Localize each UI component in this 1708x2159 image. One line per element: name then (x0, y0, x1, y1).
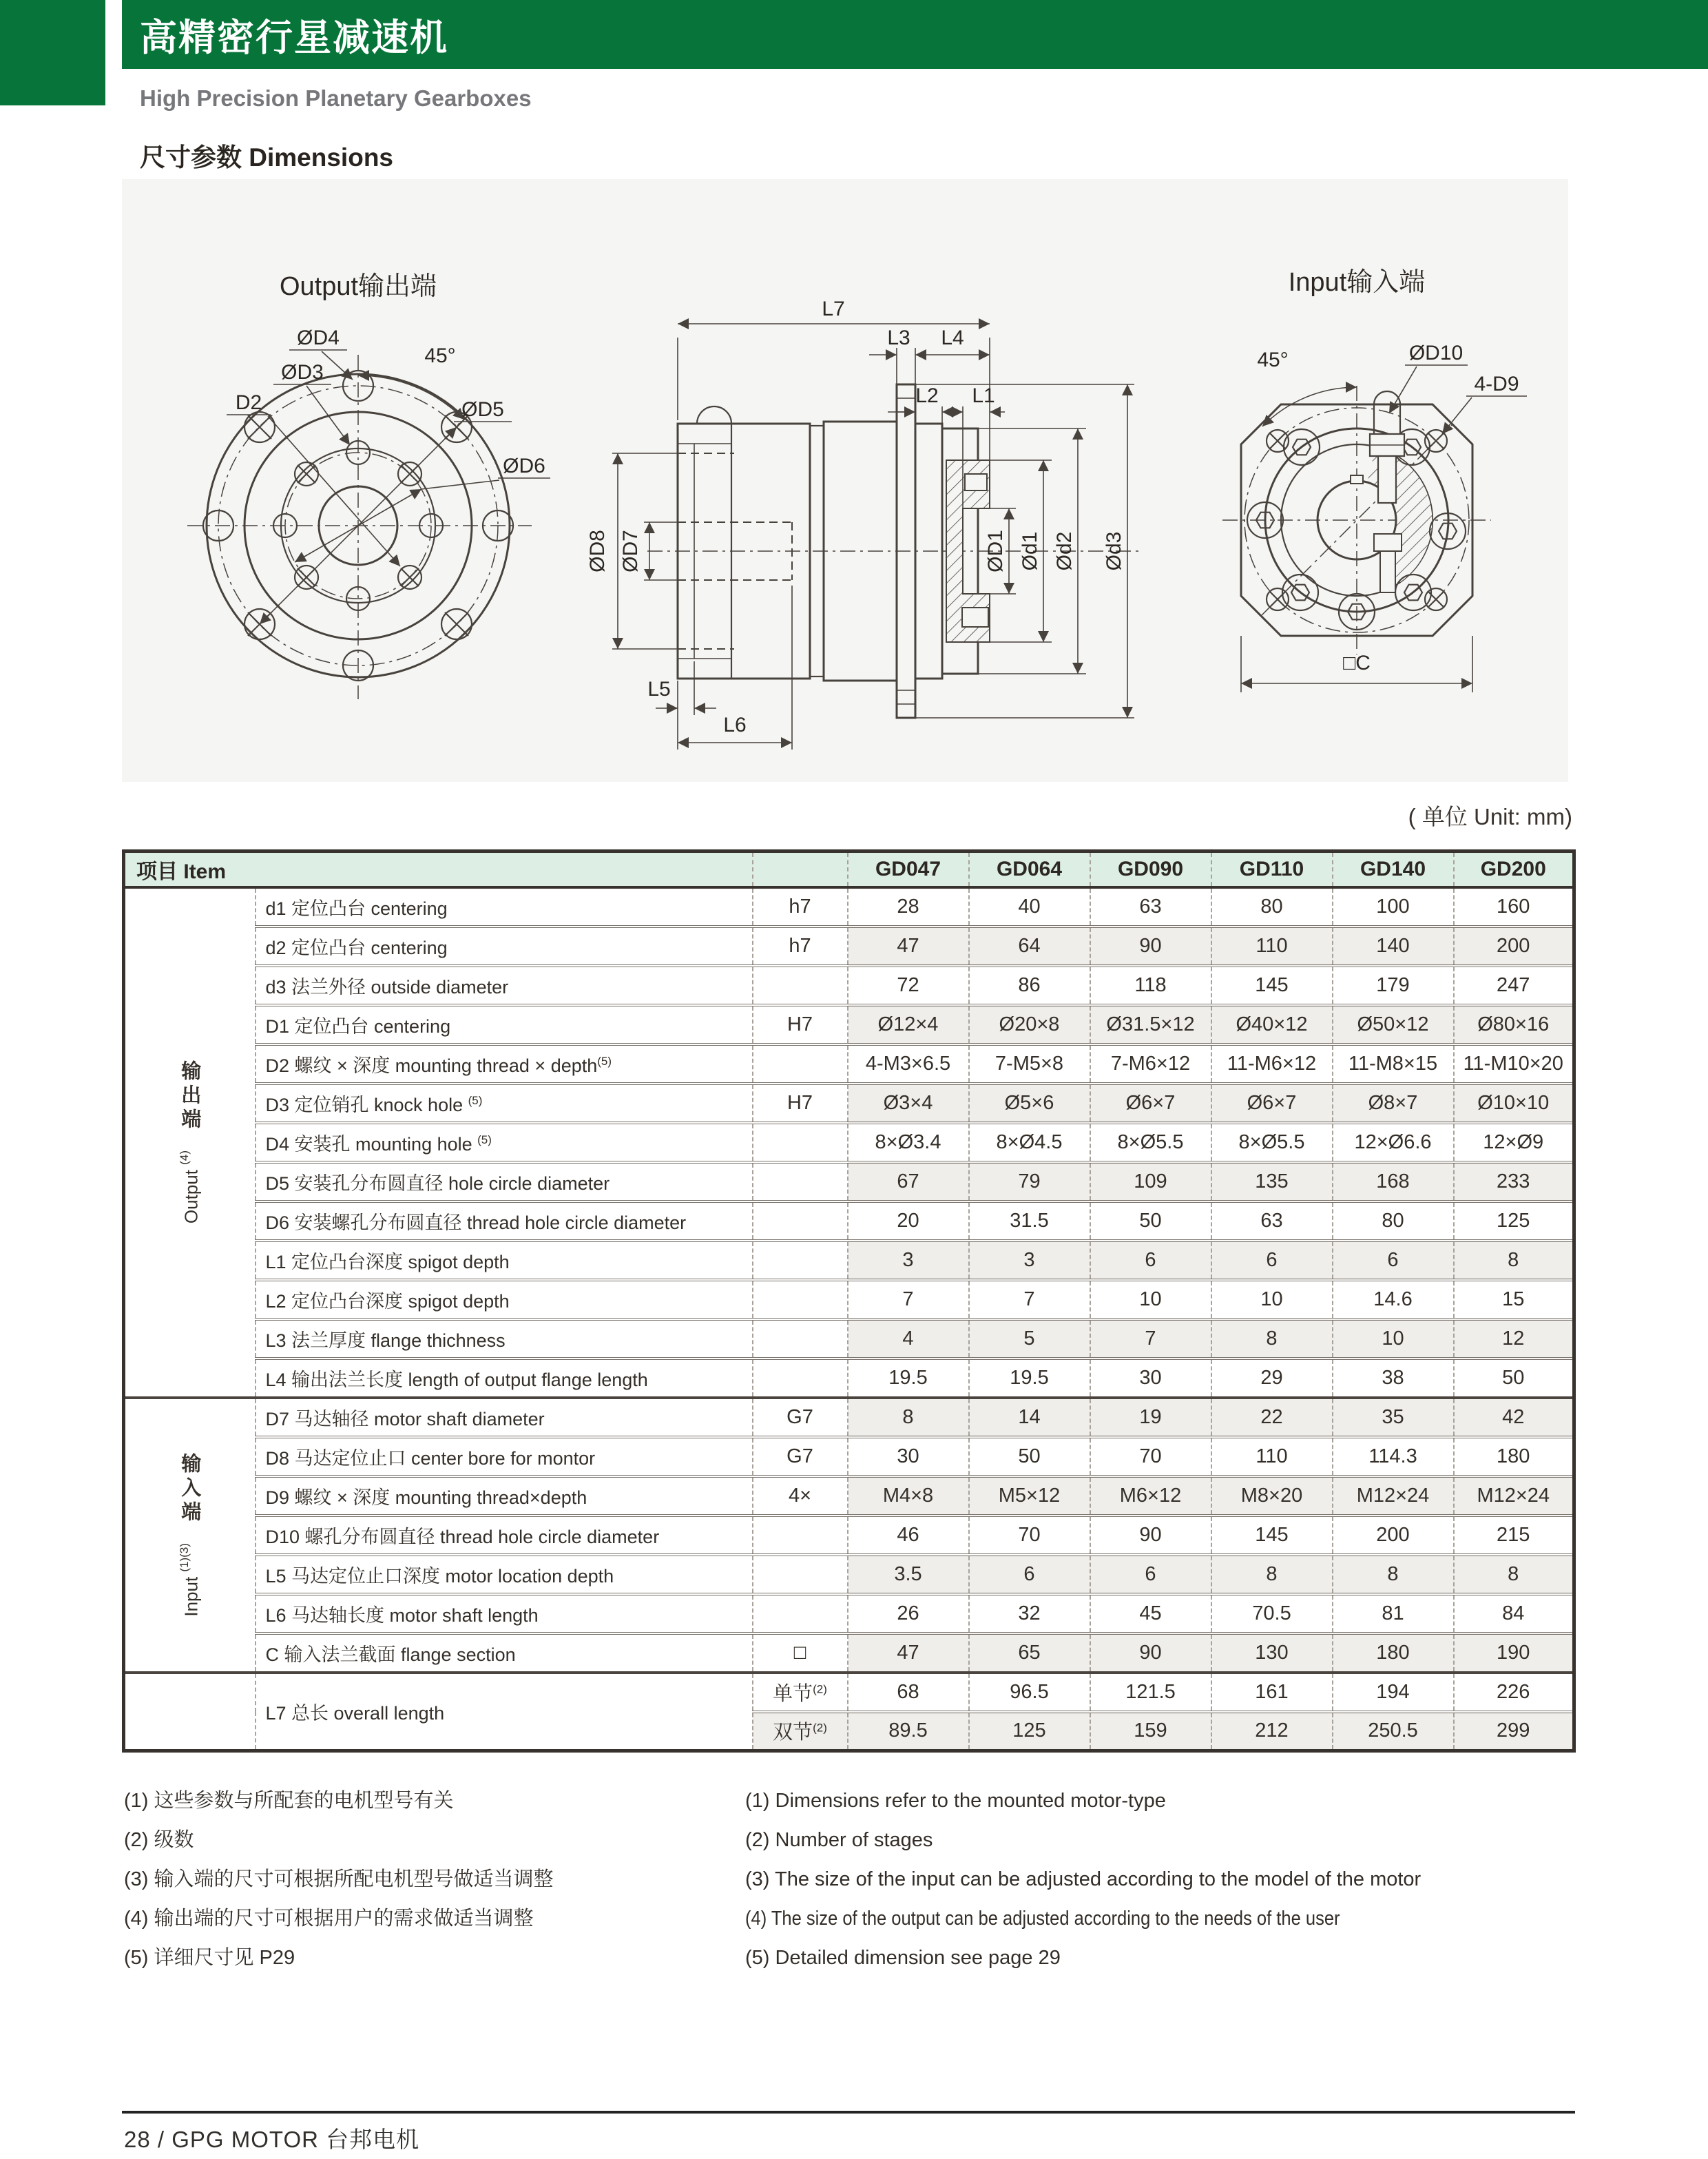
value-cell: M8×20 (1211, 1476, 1333, 1516)
value-cell: 215 (1454, 1516, 1574, 1555)
label-od1-cap: ØD1 (984, 530, 1007, 572)
value-cell: Ø31.5×12 (1090, 1005, 1211, 1044)
value-cell: 20 (848, 1201, 969, 1241)
row-item-cell: D7 马达轴径 motor shaft diameter (256, 1398, 753, 1437)
value-cell: 125 (969, 1712, 1090, 1751)
label-od10: ØD10 (1408, 342, 1464, 364)
value-cell: 110 (1211, 927, 1333, 966)
table-row (124, 1044, 1574, 1084)
value-cell: 19 (1090, 1398, 1211, 1437)
footnote-line: (5) Detailed dimension see page 29 (745, 1947, 1061, 1969)
label-square-c: □C (1343, 652, 1371, 674)
footnote-line: (2) 级数 (124, 1829, 194, 1851)
table-row (124, 1437, 1574, 1476)
table-row (124, 1476, 1574, 1516)
row-group-cell (124, 1673, 256, 1751)
row-spec-cell (753, 1123, 848, 1162)
row-spec-cell (753, 1516, 848, 1555)
value-cell: 4-M3×6.5 (848, 1044, 969, 1084)
value-cell: 84 (1454, 1594, 1574, 1633)
table-row (124, 887, 1574, 927)
table-header-model: GD110 (1211, 851, 1333, 887)
value-cell: 10 (1211, 1280, 1333, 1319)
value-cell: 70.5 (1211, 1594, 1333, 1633)
label-45deg-input: 45° (1257, 349, 1289, 371)
value-cell: 4 (848, 1319, 969, 1359)
value-cell: 6 (1090, 1555, 1211, 1594)
table-row (124, 1319, 1574, 1359)
row-spec-cell (753, 1241, 848, 1280)
row-spec-cell (753, 1280, 848, 1319)
value-cell: 118 (1090, 966, 1211, 1005)
page-header-banner (122, 0, 1708, 69)
value-cell: 8 (1454, 1241, 1574, 1280)
table-header-model: GD047 (848, 851, 969, 887)
green-corner-block (0, 0, 105, 105)
row-item-cell: d2 定位凸台 centering (256, 927, 753, 966)
value-cell: 86 (969, 966, 1090, 1005)
row-spec-cell: □ (753, 1633, 848, 1673)
value-cell: 226 (1454, 1673, 1574, 1712)
row-item-cell: D5 安装孔分布圆直径 hole circle diameter (256, 1162, 753, 1201)
row-spec-cell: 双节$^{(2)}$ (753, 1712, 848, 1751)
section-title: 尺寸参数 Dimensions (140, 143, 393, 172)
value-cell: 10 (1333, 1319, 1454, 1359)
value-cell: 135 (1211, 1162, 1333, 1201)
value-cell: 159 (1090, 1712, 1211, 1751)
value-cell: 96.5 (969, 1673, 1090, 1712)
value-cell: 15 (1454, 1280, 1574, 1319)
output-view-title: Output输出端 (279, 272, 437, 301)
value-cell: 194 (1333, 1673, 1454, 1712)
row-spec-cell: H7 (753, 1005, 848, 1044)
table-row (124, 966, 1574, 1005)
row-item-cell: D3 定位销孔 knock hole $^{(5)}$ (256, 1084, 753, 1123)
row-item-cell: L7 总长 overall length (256, 1673, 753, 1751)
label-od5: ØD5 (461, 398, 504, 421)
value-cell: Ø6×7 (1211, 1084, 1333, 1123)
value-cell: 3.5 (848, 1555, 969, 1594)
row-spec-cell: 单节$^{(2)}$ (753, 1673, 848, 1712)
row-item-cell: D2 螺纹 × 深度 mounting thread × depth$^{(5)}$ (256, 1044, 753, 1084)
value-cell: 81 (1333, 1594, 1454, 1633)
value-cell: 72 (848, 966, 969, 1005)
value-cell: 247 (1454, 966, 1574, 1005)
label-l3: L3 (887, 327, 910, 349)
value-cell: 7 (848, 1280, 969, 1319)
value-cell: 26 (848, 1594, 969, 1633)
value-cell: 70 (1090, 1437, 1211, 1476)
row-item-cell: D9 螺纹 × 深度 mounting thread×depth (256, 1476, 753, 1516)
row-spec-cell (753, 1162, 848, 1201)
value-cell: 42 (1454, 1398, 1574, 1437)
table-header-spec (753, 851, 848, 887)
table-row (124, 1241, 1574, 1280)
footnotes-en (745, 1781, 1421, 1978)
label-od8: ØD8 (586, 530, 609, 572)
footnote-line: (4) 输出端的尺寸可根据用户的需求做适当调整 (124, 1908, 534, 1930)
value-cell: 30 (848, 1437, 969, 1476)
value-cell: 47 (848, 927, 969, 966)
value-cell: 8×Ø3.4 (848, 1123, 969, 1162)
value-cell: 121.5 (1090, 1673, 1211, 1712)
value-cell: 31.5 (969, 1201, 1090, 1241)
row-spec-cell (753, 1044, 848, 1084)
value-cell: 8×Ø5.5 (1090, 1123, 1211, 1162)
value-cell: 64 (969, 927, 1090, 966)
value-cell: Ø40×12 (1211, 1005, 1333, 1044)
dimensions-drawing (122, 179, 1568, 782)
row-spec-cell (753, 1319, 848, 1359)
row-spec-cell: 4× (753, 1476, 848, 1516)
footer-divider (122, 2111, 1575, 2114)
value-cell: 89.5 (848, 1712, 969, 1751)
value-cell: Ø5×6 (969, 1084, 1090, 1123)
value-cell: 19.5 (969, 1359, 1090, 1398)
table-header-row (124, 851, 1574, 887)
value-cell: 212 (1211, 1712, 1333, 1751)
row-spec-cell: H7 (753, 1084, 848, 1123)
value-cell: Ø3×4 (848, 1084, 969, 1123)
row-spec-cell (753, 1201, 848, 1241)
value-cell: 80 (1333, 1201, 1454, 1241)
footnote-line: (1) 这些参数与所配套的电机型号有关 (124, 1790, 454, 1812)
row-spec-cell: G7 (753, 1398, 848, 1437)
value-cell: 109 (1090, 1162, 1211, 1201)
table-row (124, 1005, 1574, 1044)
row-item-cell: L1 定位凸台深度 spigot depth (256, 1241, 753, 1280)
footnotes-cn (124, 1781, 554, 1978)
row-spec-cell: G7 (753, 1437, 848, 1476)
label-od6: ØD6 (503, 455, 545, 477)
value-cell: 47 (848, 1633, 969, 1673)
label-od2-small: Ød2 (1053, 531, 1076, 571)
page-footer: 28 / GPG MOTOR 台邦电机 (124, 2127, 420, 2152)
value-cell: 179 (1333, 966, 1454, 1005)
row-item-cell: L3 法兰厚度 flange thichness (256, 1319, 753, 1359)
table-row (124, 1280, 1574, 1319)
value-cell: 8×Ø4.5 (969, 1123, 1090, 1162)
footnote-line: (4) The size of the output can be adjusted according to the needs of the user (745, 1908, 1340, 1930)
value-cell: Ø20×8 (969, 1005, 1090, 1044)
row-group-cell: 输出端 Output $^{(4)}$ (177, 1060, 202, 1224)
value-cell: 63 (1211, 1201, 1333, 1241)
value-cell: 90 (1090, 1633, 1211, 1673)
value-cell: 200 (1454, 927, 1574, 966)
value-cell: 6 (1090, 1241, 1211, 1280)
value-cell: 14 (969, 1398, 1090, 1437)
value-cell: 14.6 (1333, 1280, 1454, 1319)
label-od7: ØD7 (619, 530, 642, 572)
value-cell: 50 (1454, 1359, 1574, 1398)
value-cell: M6×12 (1090, 1476, 1211, 1516)
value-cell: 6 (1333, 1241, 1454, 1280)
label-l1: L1 (972, 384, 995, 407)
row-spec-cell (753, 966, 848, 1005)
footnote-line: (2) Number of stages (745, 1829, 933, 1851)
table-row (124, 927, 1574, 966)
value-cell: 5 (969, 1319, 1090, 1359)
value-cell: 6 (969, 1555, 1090, 1594)
value-cell: 130 (1211, 1633, 1333, 1673)
table-header-model: GD140 (1333, 851, 1454, 887)
table-row (124, 1633, 1574, 1673)
value-cell: 3 (969, 1241, 1090, 1280)
value-cell: 200 (1333, 1516, 1454, 1555)
row-spec-cell: h7 (753, 887, 848, 927)
row-item-cell: L2 定位凸台深度 spigot depth (256, 1280, 753, 1319)
value-cell: 145 (1211, 966, 1333, 1005)
value-cell: 28 (848, 887, 969, 927)
value-cell: 7 (1090, 1319, 1211, 1359)
value-cell: 140 (1333, 927, 1454, 966)
value-cell: M5×12 (969, 1476, 1090, 1516)
footnote-line: (5) 详细尺寸见 P29 (124, 1947, 295, 1969)
section-view (586, 298, 1143, 750)
value-cell: 8 (848, 1398, 969, 1437)
value-cell: 90 (1090, 927, 1211, 966)
table-row (124, 1516, 1574, 1555)
value-cell: 8×Ø5.5 (1211, 1123, 1333, 1162)
label-l4: L4 (941, 327, 964, 349)
technical-drawing-svg (122, 179, 1568, 782)
value-cell: 70 (969, 1516, 1090, 1555)
label-od1-small: Ød1 (1019, 531, 1041, 571)
value-cell: 68 (848, 1673, 969, 1712)
value-cell: 180 (1454, 1437, 1574, 1476)
value-cell: 7-M6×12 (1090, 1044, 1211, 1084)
label-d2: D2 (235, 391, 262, 414)
row-item-cell: D10 螺孔分布圆直径 thread hole circle diameter (256, 1516, 753, 1555)
value-cell: 12×Ø6.6 (1333, 1123, 1454, 1162)
table-header-model: GD064 (969, 851, 1090, 887)
row-spec-cell (753, 1594, 848, 1633)
value-cell: 22 (1211, 1398, 1333, 1437)
label-od3-small: Ød3 (1103, 531, 1125, 571)
dimensions-table (122, 849, 1576, 1753)
value-cell: 180 (1333, 1633, 1454, 1673)
row-group-cell: 输入端 Input $^{(1)(3)}$ (124, 1398, 256, 1673)
value-cell: 63 (1090, 887, 1211, 927)
row-spec-cell: h7 (753, 927, 848, 966)
row-item-cell: L4 输出法兰长度 length of output flange length (256, 1359, 753, 1398)
footnote-line: (1) Dimensions refer to the mounted motor-type (745, 1790, 1166, 1812)
value-cell: M12×24 (1333, 1476, 1454, 1516)
value-cell: 45 (1090, 1594, 1211, 1633)
value-cell: 29 (1211, 1359, 1333, 1398)
page-title-cn: 高精密行星减速机 (140, 17, 448, 59)
row-item-cell: D4 安装孔 mounting hole $^{(5)}$ (256, 1123, 753, 1162)
value-cell: 8 (1211, 1319, 1333, 1359)
label-l5: L5 (647, 678, 671, 701)
row-item-cell: C 输入法兰截面 flange section (256, 1633, 753, 1673)
value-cell: 299 (1454, 1712, 1574, 1751)
value-cell: 46 (848, 1516, 969, 1555)
value-cell: 3 (848, 1241, 969, 1280)
table-row (124, 1673, 1574, 1712)
value-cell: 11-M10×20 (1454, 1044, 1574, 1084)
unit-note: ( 单位 Unit: mm) (1408, 804, 1572, 829)
value-cell: Ø6×7 (1090, 1084, 1211, 1123)
footnote-line: (3) 输入端的尺寸可根据所配电机型号做适当调整 (124, 1868, 554, 1890)
value-cell: 80 (1211, 887, 1333, 927)
row-item-cell: D8 马达定位止口 center bore for montor (256, 1437, 753, 1476)
table-row (124, 1398, 1574, 1437)
value-cell: 11-M6×12 (1211, 1044, 1333, 1084)
value-cell: 30 (1090, 1359, 1211, 1398)
value-cell: 160 (1454, 887, 1574, 927)
value-cell: 100 (1333, 887, 1454, 927)
value-cell: 12 (1454, 1319, 1574, 1359)
value-cell: 19.5 (848, 1359, 969, 1398)
value-cell: 79 (969, 1162, 1090, 1201)
table-row (124, 1555, 1574, 1594)
table-header-model: GD200 (1454, 851, 1574, 887)
row-spec-cell (753, 1359, 848, 1398)
value-cell: 50 (1090, 1201, 1211, 1241)
value-cell: 11-M8×15 (1333, 1044, 1454, 1084)
value-cell: M12×24 (1454, 1476, 1574, 1516)
value-cell: 40 (969, 887, 1090, 927)
table-header-model: GD090 (1090, 851, 1211, 887)
label-45deg-output: 45° (424, 344, 456, 367)
value-cell: 50 (969, 1437, 1090, 1476)
value-cell: 250.5 (1333, 1712, 1454, 1751)
value-cell: Ø8×7 (1333, 1084, 1454, 1123)
row-item-cell: D6 安装螺孔分布圆直径 thread hole circle diameter (256, 1201, 753, 1241)
value-cell: 32 (969, 1594, 1090, 1633)
table-row (124, 1359, 1574, 1398)
value-cell: 8 (1333, 1555, 1454, 1594)
value-cell: 110 (1211, 1437, 1333, 1476)
value-cell: Ø80×16 (1454, 1005, 1574, 1044)
value-cell: 10 (1090, 1280, 1211, 1319)
value-cell: 114.3 (1333, 1437, 1454, 1476)
value-cell: 38 (1333, 1359, 1454, 1398)
value-cell: 161 (1211, 1673, 1333, 1712)
value-cell: 65 (969, 1633, 1090, 1673)
table-row (124, 1123, 1574, 1162)
table-row (124, 1162, 1574, 1201)
table-row (124, 1084, 1574, 1123)
value-cell: Ø12×4 (848, 1005, 969, 1044)
label-od4: ØD4 (297, 327, 340, 349)
value-cell: 8 (1211, 1555, 1333, 1594)
value-cell: 7-M5×8 (969, 1044, 1090, 1084)
row-item-cell: d3 法兰外径 outside diameter (256, 966, 753, 1005)
label-l7: L7 (822, 298, 845, 320)
input-view-title: Input输入端 (1288, 268, 1426, 297)
label-od3: ØD3 (281, 361, 324, 384)
footnote-line: (3) The size of the input can be adjusted according to the model of the motor (745, 1868, 1421, 1890)
output-view (187, 272, 550, 699)
value-cell: 67 (848, 1162, 969, 1201)
value-cell: 168 (1333, 1162, 1454, 1201)
value-cell: 190 (1454, 1633, 1574, 1673)
table-row (124, 1594, 1574, 1633)
value-cell: Ø50×12 (1333, 1005, 1454, 1044)
table-row (124, 1201, 1574, 1241)
row-item-cell: L6 马达轴长度 motor shaft length (256, 1594, 753, 1633)
value-cell: 8 (1454, 1555, 1574, 1594)
value-cell: M4×8 (848, 1476, 969, 1516)
row-item-cell: D1 定位凸台 centering (256, 1005, 753, 1044)
row-spec-cell (753, 1555, 848, 1594)
label-l2: L2 (915, 384, 939, 407)
label-4d9: 4-D9 (1474, 373, 1519, 395)
label-l6: L6 (723, 714, 747, 736)
value-cell: 233 (1454, 1162, 1574, 1201)
row-item-cell: d1 定位凸台 centering (256, 887, 753, 927)
input-view (1222, 268, 1527, 692)
value-cell: 125 (1454, 1201, 1574, 1241)
value-cell: 12×Ø9 (1454, 1123, 1574, 1162)
value-cell: 6 (1211, 1241, 1333, 1280)
row-item-cell: L5 马达定位止口深度 motor location depth (256, 1555, 753, 1594)
value-cell: 35 (1333, 1398, 1454, 1437)
value-cell: Ø10×10 (1454, 1084, 1574, 1123)
table-header-item: 项目 Item (124, 851, 753, 887)
value-cell: 7 (969, 1280, 1090, 1319)
page-subtitle-en: High Precision Planetary Gearboxes (140, 85, 532, 111)
value-cell: 90 (1090, 1516, 1211, 1555)
value-cell: 145 (1211, 1516, 1333, 1555)
